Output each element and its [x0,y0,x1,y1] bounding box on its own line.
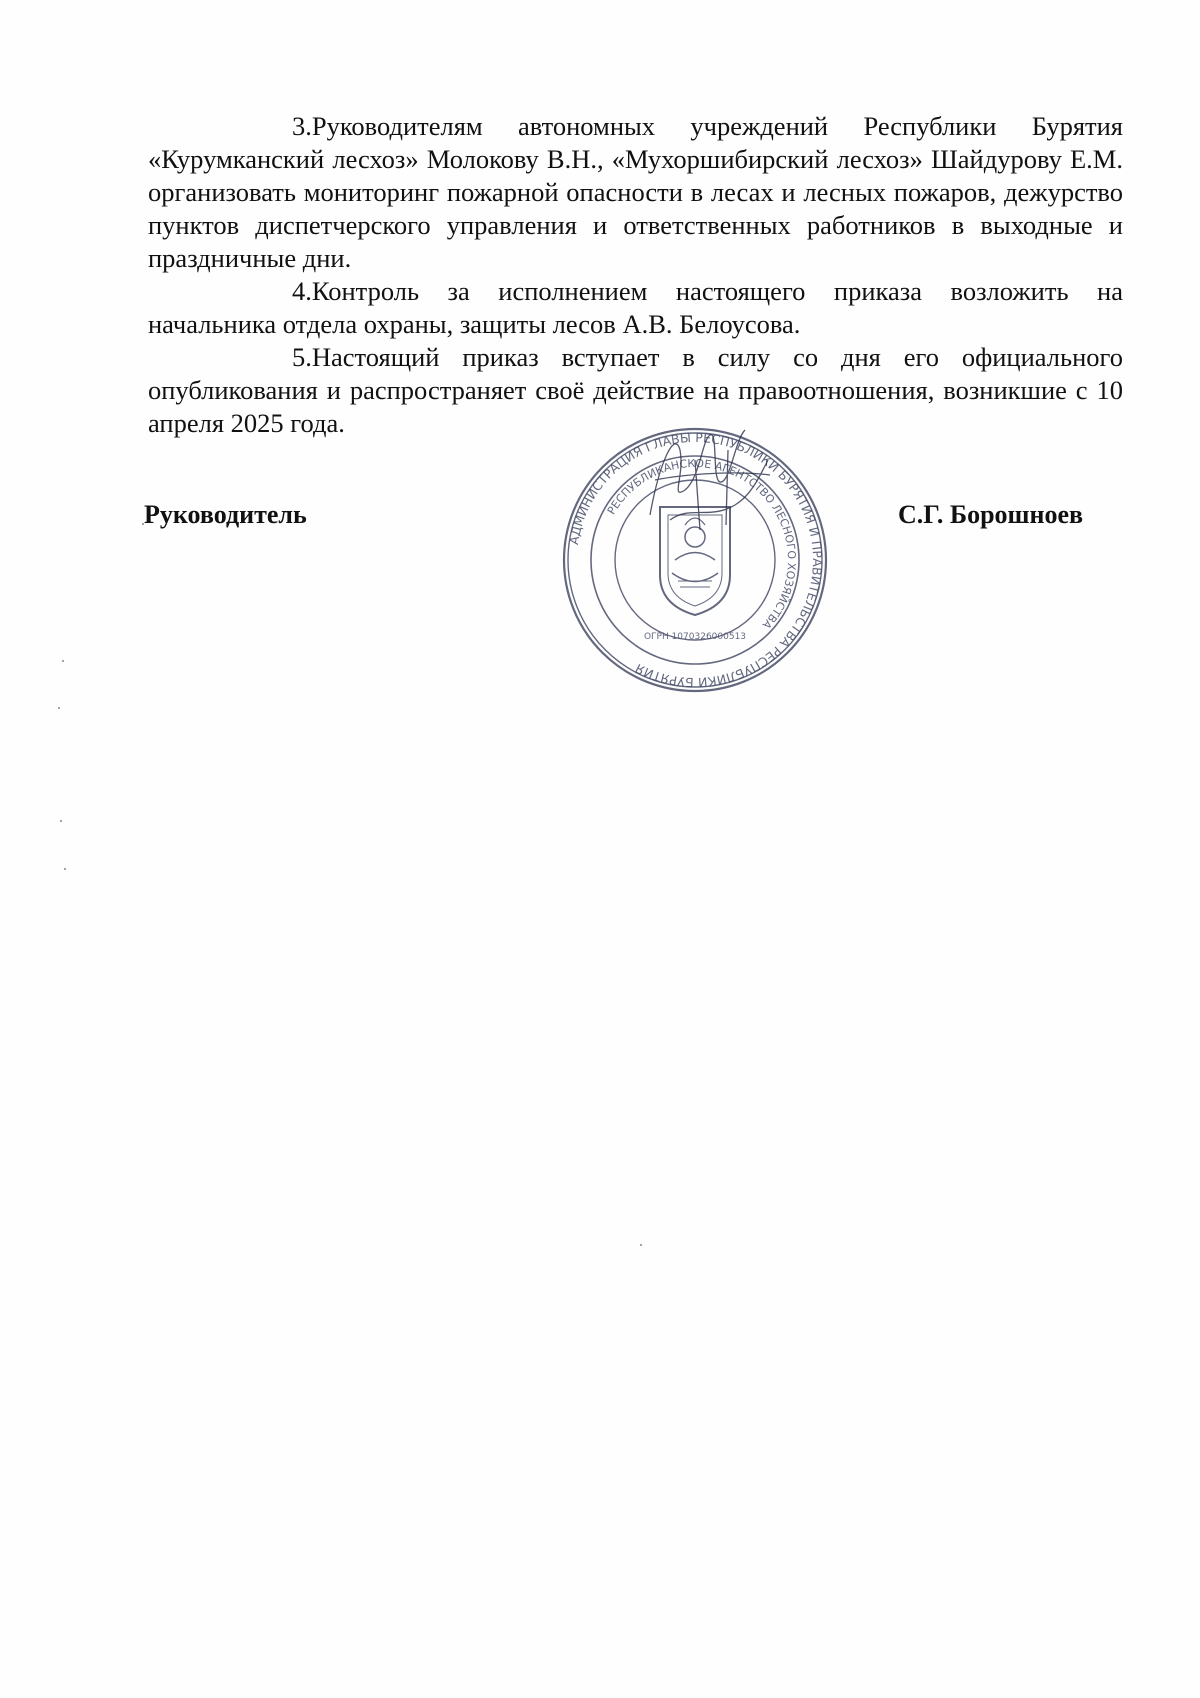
scan-speck [640,1244,642,1246]
scan-speck [60,820,62,822]
paragraph-number: 3. [292,111,312,141]
scan-speck [64,868,66,870]
scan-speck [142,523,144,525]
handwritten-signature-icon [640,420,780,540]
paragraph-text: Настоящий приказ вступает в силу со дня его официального опубликования и распространяет своё действие на правоотношения, возникшие с 10 апреля 2025 года. [148,342,1123,438]
position-title: Руководитель [144,500,307,529]
scan-speck [62,660,64,662]
paragraph-number: 5. [292,342,312,372]
paragraph-4 [148,275,1123,341]
paragraph-text: Контроль за исполнением настоящего приказа возложить на начальника отдела охраны, защиты лесов А.В. Белоусова. [148,276,1123,339]
seal-ring-text: РЕСПУБЛИКАНСКОЕ АГЕНТСТВО ЛЕСНОГО ХОЗЯЙСТВА [604,456,799,632]
signer-name: С.Г. Борошноев [898,500,1084,529]
paragraph-number: 4. [292,276,312,306]
order-body [148,110,1123,440]
paragraph-3 [148,110,1123,275]
paragraph-text: Руководителям автономных учреждений Республики Бурятия «Курумканский лесхоз» Молокову В.Н., «Мухоршибирский лесхоз» Шайдурову Е.М. организовать мониторинг пожарной опасности в лесах и лесных пожаров, дежурство пунктов диспетчерского управления и ответственных работников в выходные и праздничные дни. [148,111,1123,273]
scan-speck [58,707,60,709]
seal-ogrn-text: ОГРН 1070326000513 [643,632,747,642]
seal-ring-text: АДМИНИСТРАЦИЯ ГЛАВЫ РЕСПУБЛИКИ БУРЯТИЯ И ПРАВИТЕЛЬСТВА РЕСПУБЛИКИ БУРЯТИЯ [566,429,826,691]
